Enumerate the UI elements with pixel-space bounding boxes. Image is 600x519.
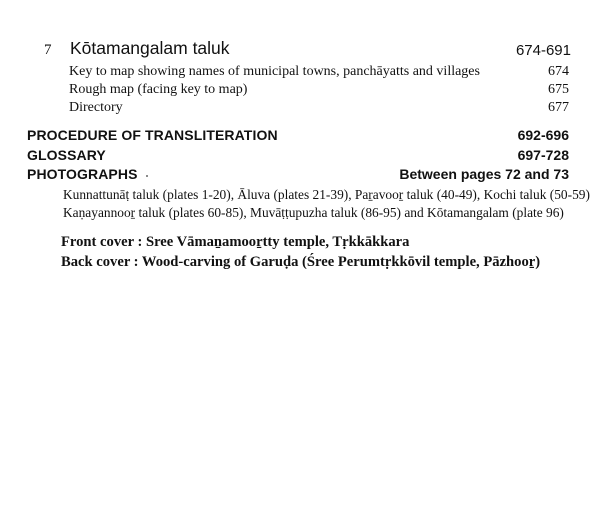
chapter-title: Kōtamangalam taluk — [70, 38, 230, 58]
section-glossary: GLOSSARY — [27, 147, 106, 163]
entry-rough-map: Rough map (facing key to map) — [69, 82, 248, 97]
section-procedure-pages: 692-696 — [517, 127, 569, 143]
section-photographs-pages: Between pages 72 and 73 — [399, 166, 569, 182]
photo-plates-line-2: Kaṇayannooṟ taluk (plates 60-85), Muvāṭṭupuzha taluk (86-95) and Kōtamangalam (plate 96) — [63, 205, 564, 220]
entry-key-to-map: Key to map showing names of municipal towns, panchāyatts and villages — [69, 64, 480, 79]
chapter-number: 7 — [44, 42, 52, 58]
chapter-pages: 674-691 — [515, 42, 571, 59]
entry-directory-page: 677 — [548, 100, 569, 115]
back-cover-caption: Back cover : Wood-carving of Garuḍa (Śree Perumtṛkkōvil temple, Pāzhooṟ) — [61, 254, 541, 270]
entry-directory: Directory — [69, 100, 123, 115]
front-cover-caption: Front cover : Sree Vāmaṉamooṟtty temple, Tṛkkākkara — [61, 234, 410, 250]
section-procedure-of-transliteration: PROCEDURE OF TRANSLITERATION — [27, 127, 278, 143]
stray-dot — [146, 175, 148, 177]
section-photographs: PHOTOGRAPHS — [27, 166, 138, 182]
photo-plates-line-1: Kunnattunāṭ taluk (plates 1-20), Āluva (plates 21-39), Paṟavooṟ taluk (40-49), Kochi taluk (50-59) — [63, 187, 590, 202]
section-glossary-pages: 697-728 — [517, 147, 569, 163]
entry-rough-map-page: 675 — [548, 82, 569, 97]
entry-key-to-map-page: 674 — [548, 64, 569, 79]
